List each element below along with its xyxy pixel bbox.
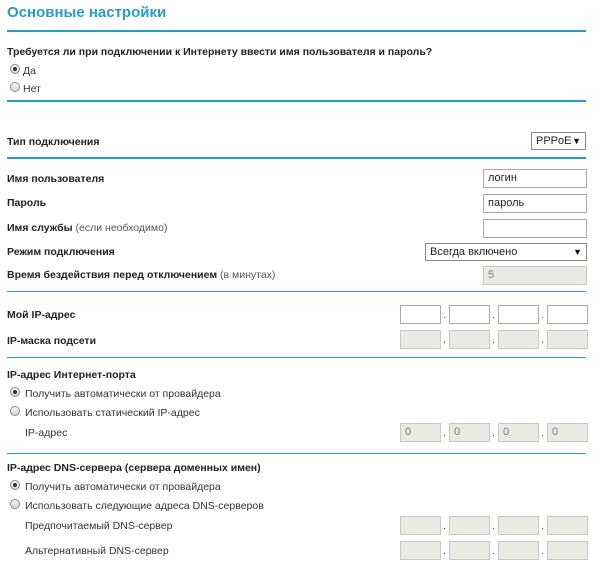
secondary-dns-octet-3[interactable] xyxy=(498,541,539,560)
my-ip-label: Мой IP-адрес xyxy=(7,309,76,321)
ip-dot: . xyxy=(443,309,447,321)
radio-dns-manual[interactable] xyxy=(10,499,20,509)
subnet-mask-octet-3[interactable] xyxy=(498,330,539,349)
title-divider xyxy=(7,30,586,32)
section-divider xyxy=(7,100,586,102)
my-ip-octet-1[interactable] xyxy=(400,305,441,324)
ip-dot: . xyxy=(443,334,447,346)
ip-dot: . xyxy=(443,427,447,439)
secondary-dns-label: Альтернативный DNS-сервер xyxy=(25,545,169,557)
my-ip-octet-3[interactable] xyxy=(498,305,539,324)
section-divider xyxy=(7,453,586,454)
username-input[interactable]: логин xyxy=(483,169,587,188)
ip-dot: . xyxy=(443,545,447,557)
radio-port-auto[interactable] xyxy=(10,387,20,397)
radio-port-static[interactable] xyxy=(10,406,20,416)
primary-dns-octet-2[interactable] xyxy=(449,516,490,535)
dns-heading: IP-адрес DNS-сервера (сервера доменных имен) xyxy=(7,462,261,474)
connection-mode-value: Всегда включено xyxy=(430,246,518,258)
my-ip-octet-4[interactable] xyxy=(547,305,588,324)
primary-dns-octet-3[interactable] xyxy=(498,516,539,535)
idle-timeout-label-text: Время бездействия перед отключением xyxy=(7,269,218,281)
service-name-input[interactable] xyxy=(483,219,587,238)
username-label: Имя пользователя xyxy=(7,173,105,185)
login-question: Требуется ли при подключении к Интернету ввести имя пользователя и пароль? xyxy=(7,46,433,58)
ip-dot: . xyxy=(492,427,496,439)
radio-yes[interactable] xyxy=(10,64,20,74)
password-label: Пароль xyxy=(7,197,47,209)
idle-timeout-label xyxy=(7,269,275,281)
ip-dot: . xyxy=(492,334,496,346)
port-ip-octet-3[interactable]: 0 xyxy=(498,423,539,442)
radio-no-label: Нет xyxy=(23,83,41,95)
radio-dns-manual-label: Использовать следующие адреса DNS-серверов xyxy=(25,500,264,512)
ip-dot: . xyxy=(541,309,545,321)
radio-no[interactable] xyxy=(10,82,20,92)
secondary-dns-octet-2[interactable] xyxy=(449,541,490,560)
section-divider xyxy=(7,157,586,159)
port-ip-octet-4[interactable]: 0 xyxy=(547,423,588,442)
ip-dot: . xyxy=(492,545,496,557)
idle-timeout-input[interactable]: 5 xyxy=(483,266,587,285)
internet-port-heading: IP-адрес Интернет-порта xyxy=(7,369,136,381)
ip-dot: . xyxy=(541,520,545,532)
radio-yes-label: Да xyxy=(23,65,36,77)
connection-type-select[interactable] xyxy=(531,132,586,150)
radio-dns-auto-label: Получить автоматически от провайдера xyxy=(25,481,221,493)
subnet-mask-octet-2[interactable] xyxy=(449,330,490,349)
secondary-dns-octet-4[interactable] xyxy=(547,541,588,560)
connection-mode-select[interactable] xyxy=(425,243,587,261)
radio-dns-auto[interactable] xyxy=(10,480,20,490)
connection-mode-label: Режим подключения xyxy=(7,246,115,258)
primary-dns-octet-4[interactable] xyxy=(547,516,588,535)
ip-dot: . xyxy=(541,545,545,557)
chevron-down-icon: ▼ xyxy=(573,247,582,257)
service-name-hint: (если необходимо) xyxy=(75,222,168,234)
ip-dot: . xyxy=(443,520,447,532)
radio-port-static-label: Использовать статический IP-адрес xyxy=(25,407,200,419)
service-name-label-text: Имя службы xyxy=(7,222,73,234)
password-input[interactable]: пароль xyxy=(483,194,587,213)
ip-dot: . xyxy=(492,309,496,321)
port-ip-octet-1[interactable]: 0 xyxy=(400,423,441,442)
ip-dot: . xyxy=(492,520,496,532)
port-ip-label: IP-адрес xyxy=(25,427,68,439)
port-ip-octet-2[interactable]: 0 xyxy=(449,423,490,442)
subnet-mask-label: IP-маска подсети xyxy=(7,335,97,347)
secondary-dns-octet-1[interactable] xyxy=(400,541,441,560)
subnet-mask-octet-1[interactable] xyxy=(400,330,441,349)
chevron-down-icon: ▼ xyxy=(572,136,581,146)
ip-dot: . xyxy=(541,427,545,439)
my-ip-octet-2[interactable] xyxy=(449,305,490,324)
page-title: Основные настройки xyxy=(7,4,167,21)
service-name-label xyxy=(7,222,167,234)
radio-port-auto-label: Получить автоматически от провайдера xyxy=(25,388,221,400)
subnet-mask-octet-4[interactable] xyxy=(547,330,588,349)
primary-dns-label: Предпочитаемый DNS-сервер xyxy=(25,520,173,532)
section-divider xyxy=(7,291,586,292)
ip-dot: . xyxy=(541,334,545,346)
idle-timeout-hint: (в минутах) xyxy=(220,269,276,281)
primary-dns-octet-1[interactable] xyxy=(400,516,441,535)
connection-type-value: PPPoE xyxy=(536,135,572,147)
connection-type-label: Тип подключения xyxy=(7,136,100,148)
section-divider xyxy=(7,357,586,358)
